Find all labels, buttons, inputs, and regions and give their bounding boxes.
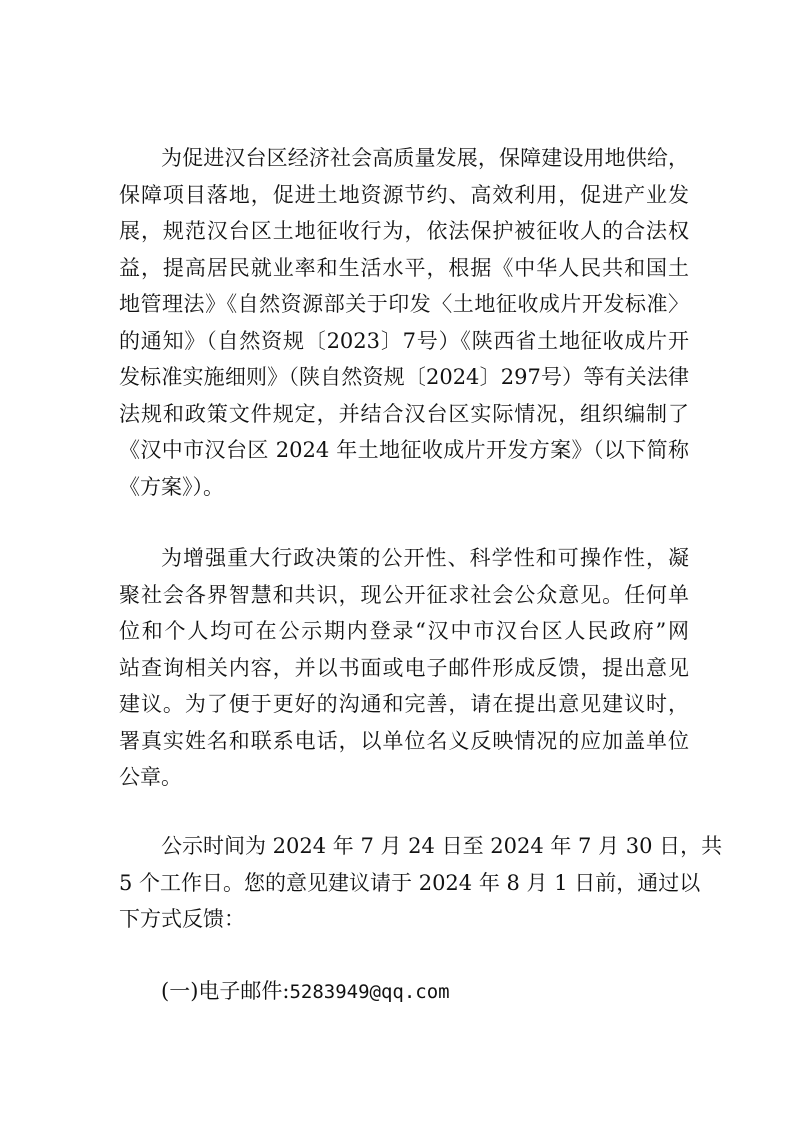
text-line: 位和个人均可在公示期内登录“汉中市汉台区人民政府”网 [119, 619, 689, 643]
text-line: 发标准实施细则》（陕自然资规〔2024〕297号）等有关法律 [119, 365, 689, 389]
text-line: 《汉中市汉台区 2024 年土地征收成片开发方案》（以下简称 [119, 438, 689, 462]
email-label: (一)电子邮件: [161, 979, 290, 1003]
text-line: 展，规范汉台区土地征收行为，依法保护被征收人的合法权 [119, 219, 689, 243]
text-line: 《方案》）。 [119, 474, 224, 499]
text-line: 法规和政策文件规定，并结合汉台区实际情况，组织编制了 [119, 401, 689, 426]
text-line: 为增强重大行政决策的公开性、科学性和可操作性，凝 [161, 546, 689, 570]
text-line: 建议。为了便于更好的沟通和完善，请在提出意见建议时， [119, 692, 689, 716]
text-line: 公章。 [119, 765, 182, 789]
email-address-link[interactable]: 5283949@qq.com [289, 981, 450, 1003]
text-line: 下方式反馈： [119, 907, 245, 931]
text-line: 公示时间为 2024 年 7 月 24 日至 2024 年 7 月 30 日，共 [161, 834, 723, 858]
paragraph-background [119, 140, 689, 505]
text-line: 益，提高居民就业率和生活水平，根据《中华人民共和国土 [119, 255, 689, 280]
email-feedback-item [161, 973, 450, 1011]
text-line: 站查询相关内容，并以书面或电子邮件形成反馈，提出意见 [119, 655, 689, 680]
text-line: 的通知》（自然资规〔2023〕7号）《陕西省土地征收成片开 [119, 328, 689, 353]
text-line: 地管理法》《自然资源部关于印发〈土地征收成片开发标准〉 [119, 292, 689, 316]
paragraph-notice-period [119, 828, 723, 938]
paragraph-public-consultation [119, 540, 689, 796]
text-line: 聚社会各界智慧和共识，现公开征求社会公众意见。任何单 [119, 582, 689, 607]
text-line: 署真实姓名和联系电话，以单位名义反映情况的应加盖单位 [119, 728, 689, 753]
text-line: 为促进汉台区经济社会高质量发展，保障建设用地供给， [161, 146, 689, 170]
text-line: 保障项目落地，促进土地资源节约、高效利用，促进产业发 [119, 182, 689, 207]
text-line: 5 个工作日。您的意见建议请于 2024 年 8 月 1 日前，通过以 [119, 870, 701, 895]
